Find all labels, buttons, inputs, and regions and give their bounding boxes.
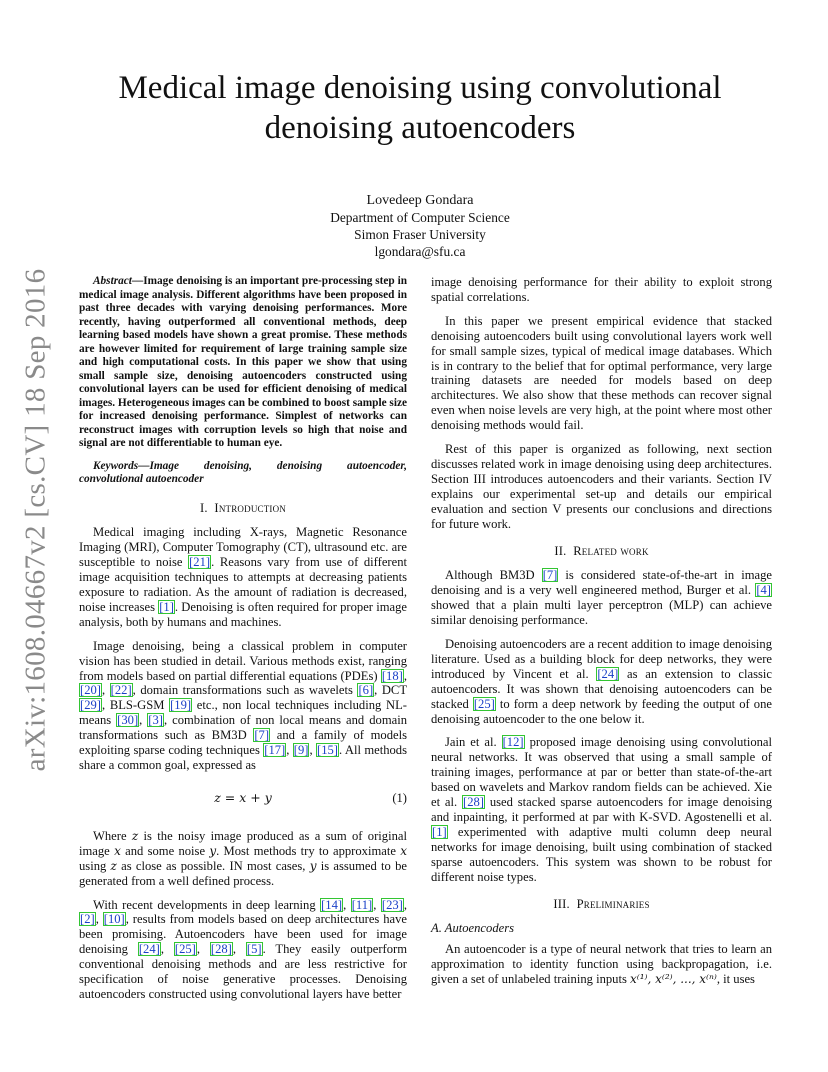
author-department: Department of Computer Science bbox=[330, 210, 510, 225]
citation-link[interactable]: [22] bbox=[110, 683, 132, 698]
citation-link[interactable]: [1] bbox=[159, 599, 174, 614]
section-heading-related-work: II. Related work bbox=[554, 543, 649, 558]
citation-link[interactable]: [5] bbox=[246, 942, 262, 957]
citation-link[interactable]: [23] bbox=[381, 897, 403, 912]
training-inputs-math: x⁽¹⁾, x⁽²⁾, ..., x⁽ⁿ⁾ bbox=[630, 972, 717, 987]
citation-link[interactable]: [28] bbox=[210, 942, 232, 957]
citation-link[interactable]: [25] bbox=[473, 696, 495, 711]
section-heading-introduction: I. Introduction bbox=[199, 500, 287, 515]
keywords: Keywords—Image denoising, denoising autoencoder, convolutional autoencoder bbox=[79, 459, 407, 485]
abstract-lead: Abstract bbox=[93, 275, 132, 287]
intro-paragraph-6: Rest of this paper is organized as following, next section discusses related work in image denoising using deep architectures. Section III introduces autoencoders and their variants. Section IV explains our experimental set-up and details our empirical evaluation and section V presents our conclusions and directions for future work. bbox=[431, 442, 772, 531]
citation-link[interactable]: [25] bbox=[174, 942, 196, 957]
citation-link[interactable]: [14] bbox=[321, 897, 343, 912]
related-paragraph-2: Denoising autoencoders are a recent addition to image denoising literature. Used as a building block for deep networks, they were introduced by Vincent et al. [24] as an extension to classic autoencoders. It was shown that denoising autoencoders can be stacked [25] to form a deep network by feeding the output of one denoising autoencoder to the one below it. bbox=[431, 637, 772, 726]
paper-title: Medical image denoising using convolutional denoising autoencoders bbox=[118, 70, 722, 146]
intro-paragraph-4-continued: image denoising performance for their ability to exploit strong spatial correlations. bbox=[431, 275, 772, 304]
author-name: Lovedeep Gondara bbox=[366, 193, 474, 208]
citation-link[interactable]: [1] bbox=[432, 824, 447, 839]
citation-link[interactable]: [12] bbox=[502, 735, 524, 750]
right-column bbox=[431, 275, 772, 996]
intro-paragraph-5: In this paper we present empirical evidence that stacked denoising autoencoders built using convolutional layers work well for small sample sizes, typical of medical image databases. Which is in contrary to the belief that for optimal performance, very large training datasets are needed for models based on deep architectures. We also show that these methods can recover signal even when noise levels are very high, at the point where most other denoising methods would fail. bbox=[431, 313, 772, 433]
author-block bbox=[200, 192, 640, 260]
citation-link[interactable]: [24] bbox=[138, 942, 160, 957]
abstract bbox=[79, 275, 407, 451]
citation-link[interactable]: [19] bbox=[170, 698, 192, 713]
citation-link[interactable]: [30] bbox=[117, 713, 139, 728]
related-paragraph-1: Although BM3D [7] is considered state-of-the-art in image denoising and is a very well engineered method, Burger et al. [4] showed that a plain multi layer perceptron (MLP) can achieve similar denoising performance. bbox=[431, 568, 772, 628]
citation-link[interactable]: [29] bbox=[80, 698, 101, 713]
citation-link[interactable]: [21] bbox=[189, 555, 211, 570]
citation-link[interactable]: [20] bbox=[80, 683, 101, 698]
section-heading-preliminaries: III. Preliminaries bbox=[553, 896, 650, 911]
citation-link[interactable]: [2] bbox=[80, 912, 95, 927]
citation-link[interactable]: [6] bbox=[358, 683, 374, 698]
citation-link[interactable]: [17] bbox=[264, 743, 286, 758]
citation-link[interactable]: [3] bbox=[148, 713, 163, 728]
intro-paragraph-1: Medical imaging including X-rays, Magnetic Resonance Imaging (MRI), Computer Tomography (CT), ultrasound etc. are susceptible to noise [21]. Reasons vary from use of different image acquisition techniques to attempts at decreasing patients exposure to radiation. As the amount of radiation is decreased, noise increases [1]. Denoising is often required for proper image analysis, both by humans and machines. bbox=[79, 525, 408, 629]
equation-1 bbox=[79, 787, 407, 813]
citation-link[interactable]: [24] bbox=[597, 666, 619, 681]
related-paragraph-3: Jain et al. [12] proposed image denoising using convolutional neural networks. It was observed that using a small sample of training images, performance at par or better than state-of-the-art based on wavelets and Markov random fields can be achieved. Xie et al. [28] used stacked sparse autoencoders for image denoising and inpainting, it performed at par with K-SVD. Agostenelli et al. [1] experimented with adaptive multi column deep neural networks for image denoising, built using combination of stacked sparse autoencoders. This system was shown to be robust for different noise types. bbox=[431, 735, 772, 884]
arxiv-identifier-stamp: arXiv:1608.04667v2 [cs.CV] 18 Sep 2016 bbox=[19, 268, 52, 772]
left-column bbox=[79, 275, 407, 1011]
intro-paragraph-2: Image denoising, being a classical problem in computer vision has been studied in detail. Various methods exist, ranging from models based on partial differential equations (PDEs) [18], [20], [22], domain transformations such as wavelets [6], DCT [29], BLS-GSM [19] etc., non local techniques including NL-means [30], [3], combination of non local means and domain transformations such as BM3D [7] and a family of models exploiting sparse coding techniques [17], [9], [15]. All methods share a common goal, expressed as bbox=[79, 638, 408, 772]
intro-paragraph-3: Where z is the noisy image produced as a sum of original image x and some noise y. Most methods try to approximate x using z as close as possible. IN most cases, y is assumed to be generated from a well defined process. bbox=[79, 828, 407, 888]
citation-link[interactable]: [4] bbox=[756, 583, 771, 598]
author-email[interactable]: lgondara@sfu.ca bbox=[374, 244, 466, 259]
abstract-body: —Image denoising is an important pre-processing step in medical image analysis. Different algorithms have been proposed in past three decades with varying denoising performances. More recently, having outperformed all conventional methods, deep learning based models have shown a great promise. These methods are however limited for requirement of large training sample size and high computational costs. In this paper we show that using small sample size, denoising autoencoders constructed using convolutional layers can be used for efficient denoising of medical images. Heterogeneous images can be combined to boost sample size for increased denoising performance. Simplest of networks can reconstruct images with corruption levels so high that noise and signal are not differentiable to human eye. bbox=[79, 275, 407, 449]
citation-link[interactable]: [18] bbox=[381, 668, 403, 683]
citation-link[interactable]: [28] bbox=[463, 795, 484, 810]
equation-expression: z = x + y bbox=[214, 789, 272, 805]
equation-number: (1) bbox=[392, 790, 407, 805]
intro-paragraph-4: With recent developments in deep learning [14], [11], [23], [2], [10], results from models based on deep architectures have been promising. Autoencoders have been used for image denoising [24], [25], [28], [5]. They easily outperform conventional denoising methods and are less restrictive for specification of noise generative processes. Denoising autoencoders constructed using convolutional layers have better bbox=[79, 897, 408, 1001]
subsection-heading-autoencoders: A. Autoencoders bbox=[431, 921, 515, 936]
citation-link[interactable]: [7] bbox=[254, 728, 270, 743]
autoencoder-paragraph-1: An autoencoder is a type of neural network that tries to learn an approximation to identity function using backpropagation, i.e. given a set of unlabeled training inputs x⁽¹⁾, x⁽²⁾, ..., x⁽ⁿ⁾, it uses bbox=[431, 942, 772, 987]
citation-link[interactable]: [7] bbox=[542, 568, 558, 583]
citation-link[interactable]: [15] bbox=[317, 743, 338, 758]
author-university: Simon Fraser University bbox=[354, 227, 486, 242]
citation-link[interactable]: [9] bbox=[293, 743, 309, 758]
citation-link[interactable]: [10] bbox=[103, 912, 125, 927]
citation-link[interactable]: [11] bbox=[351, 897, 373, 912]
